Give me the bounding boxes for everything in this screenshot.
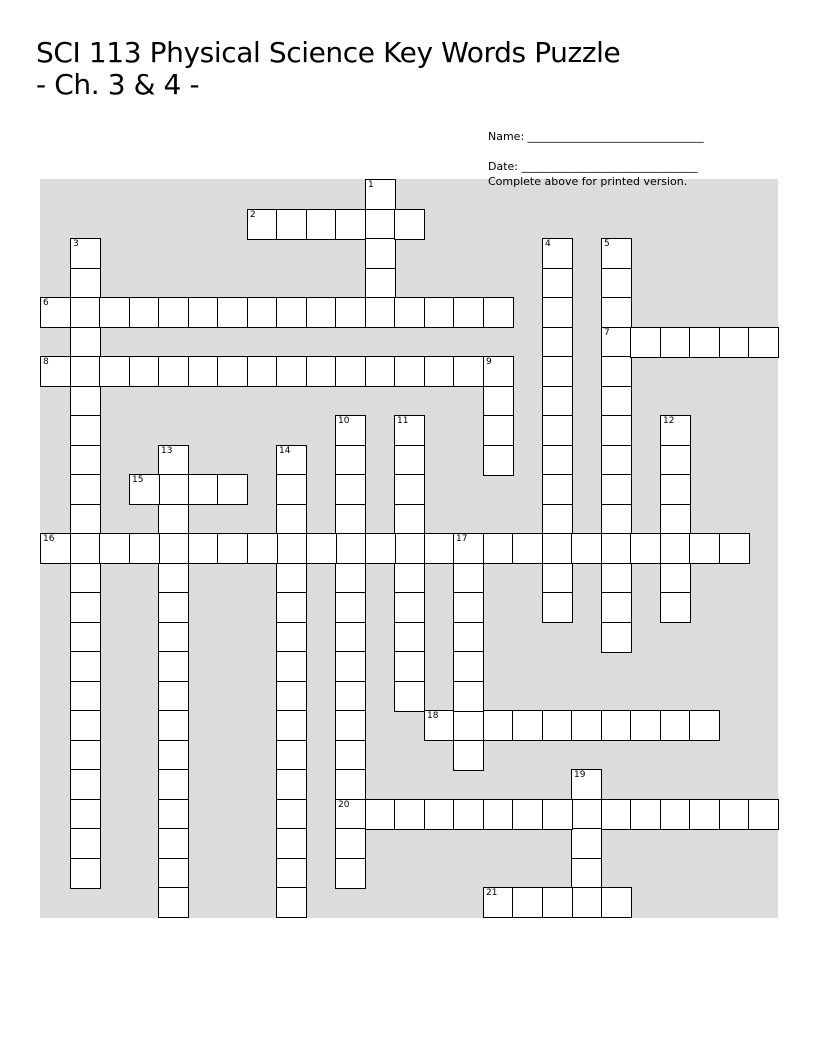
crossword-cell[interactable] [453,533,484,564]
puzzle-title-line-2: - Ch. 3 & 4 - [36,68,200,101]
crossword-cell[interactable] [394,297,425,328]
clue-number: 14 [279,446,291,456]
crossword-cell[interactable] [247,356,278,387]
crossword-cell[interactable] [512,710,543,741]
crossword-cell[interactable] [158,651,189,682]
crossword-cell[interactable] [601,887,632,918]
crossword-cell[interactable] [601,533,632,564]
crossword-cell[interactable] [129,297,160,328]
crossword-cell[interactable] [276,858,307,889]
crossword-cell[interactable] [453,710,484,741]
crossword-cell[interactable] [188,533,219,564]
clue-number: 8 [43,357,49,367]
crossword-cell[interactable] [306,209,337,240]
crossword-cell[interactable] [335,474,366,505]
crossword-cell[interactable] [276,828,307,859]
crossword-cell[interactable] [129,474,160,505]
crossword-cell[interactable] [276,445,307,476]
name-field[interactable]: Name: ________________________________ [488,130,704,143]
crossword-cell[interactable] [542,799,573,830]
crossword-cell[interactable] [719,799,750,830]
crossword-cell[interactable] [276,799,307,830]
crossword-cell[interactable] [542,445,573,476]
crossword-cell[interactable] [424,799,455,830]
crossword-cell[interactable] [601,474,632,505]
crossword-cell[interactable] [70,297,101,328]
crossword-cell[interactable] [217,474,248,505]
crossword-cell[interactable] [601,563,632,594]
crossword-cell[interactable] [70,356,101,387]
crossword-cell[interactable] [542,563,573,594]
date-field[interactable]: Date: ________________________________ [488,160,698,173]
crossword-cell[interactable] [70,386,101,417]
crossword-cell[interactable] [512,887,543,918]
crossword-cell[interactable] [70,828,101,859]
crossword-cell[interactable] [99,356,130,387]
clue-number: 1 [368,180,374,190]
crossword-cell[interactable] [601,710,632,741]
clue-number: 18 [427,711,439,721]
crossword-cell[interactable] [276,209,307,240]
crossword-cell[interactable] [483,710,514,741]
crossword-cell[interactable] [70,769,101,800]
crossword-cell[interactable] [70,740,101,771]
crossword-cell[interactable] [571,769,602,800]
crossword-cell[interactable] [335,415,366,446]
crossword-cell[interactable] [601,327,632,358]
crossword-cell[interactable] [335,769,366,800]
crossword-cell[interactable] [247,533,278,564]
crossword-cell[interactable] [453,622,484,653]
crossword-cell[interactable] [70,504,101,535]
crossword-cell[interactable] [719,533,750,564]
crossword-cell[interactable] [660,327,691,358]
clue-number: 13 [161,446,173,456]
crossword-cell[interactable] [394,356,425,387]
crossword-cell[interactable] [660,799,691,830]
crossword-cell[interactable] [158,474,189,505]
crossword-cell[interactable] [748,799,779,830]
crossword-cell[interactable] [483,386,514,417]
crossword-cell[interactable] [660,563,691,594]
crossword-cell[interactable] [453,799,484,830]
crossword-cell[interactable] [70,563,101,594]
crossword-cell[interactable] [276,563,307,594]
crossword-cell[interactable] [70,238,101,269]
crossword-cell[interactable] [394,533,425,564]
crossword-cell[interactable] [40,297,71,328]
crossword-cell[interactable] [276,681,307,712]
crossword-cell[interactable] [306,297,337,328]
crossword-cell[interactable] [424,533,455,564]
crossword-cell[interactable] [542,356,573,387]
crossword-cell[interactable] [689,533,720,564]
clue-number: 3 [73,239,79,249]
crossword-cell[interactable] [158,445,189,476]
crossword-cell[interactable] [689,799,720,830]
crossword-cell[interactable] [335,858,366,889]
crossword-cell[interactable] [70,474,101,505]
crossword-cell[interactable] [660,710,691,741]
crossword-cell[interactable] [70,622,101,653]
crossword-cell[interactable] [335,681,366,712]
crossword-cell[interactable] [601,504,632,535]
crossword-cell[interactable] [542,710,573,741]
crossword-cell[interactable] [394,415,425,446]
clue-number: 7 [604,328,610,338]
crossword-cell[interactable] [394,474,425,505]
crossword-cell[interactable] [70,710,101,741]
crossword-cell[interactable] [335,651,366,682]
crossword-cell[interactable] [158,563,189,594]
crossword-cell[interactable] [158,297,189,328]
crossword-cell[interactable] [601,415,632,446]
crossword-cell[interactable] [276,504,307,535]
crossword-cell[interactable] [70,858,101,889]
crossword-cell[interactable] [276,651,307,682]
crossword-cell[interactable] [630,533,661,564]
crossword-cell[interactable] [660,474,691,505]
student-info-block [488,129,778,189]
crossword-cell[interactable] [571,799,602,830]
crossword-cell[interactable] [542,533,573,564]
crossword-cell[interactable] [601,297,632,328]
crossword-cell[interactable] [394,563,425,594]
crossword-cell[interactable] [601,268,632,299]
crossword-cell[interactable] [365,179,396,210]
crossword-cell[interactable] [335,563,366,594]
crossword-cell[interactable] [571,858,602,889]
crossword-cell[interactable] [394,681,425,712]
crossword-cell[interactable] [512,533,543,564]
clue-number: 16 [43,534,55,544]
crossword-cell[interactable] [335,592,366,623]
crossword-cell[interactable] [601,799,632,830]
crossword-cell[interactable] [188,297,219,328]
crossword-cell[interactable] [70,592,101,623]
crossword-cell[interactable] [217,533,248,564]
crossword-cell[interactable] [158,592,189,623]
crossword-cell[interactable] [276,533,307,564]
crossword-cell[interactable] [542,297,573,328]
crossword-cell[interactable] [188,474,219,505]
crossword-cell[interactable] [542,386,573,417]
crossword-cell[interactable] [571,710,602,741]
crossword-cell[interactable] [542,592,573,623]
crossword-cell[interactable] [601,356,632,387]
crossword-cell[interactable] [453,740,484,771]
crossword-cell[interactable] [453,681,484,712]
crossword-cell[interactable] [70,445,101,476]
crossword-cell[interactable] [483,356,514,387]
crossword-cell[interactable] [394,799,425,830]
crossword-cell[interactable] [158,828,189,859]
clue-number: 2 [250,210,256,220]
crossword-cell[interactable] [70,268,101,299]
crossword-cell[interactable] [158,887,189,918]
crossword-cell[interactable] [70,799,101,830]
crossword-cell[interactable] [335,533,366,564]
crossword-cell[interactable] [365,799,396,830]
crossword-cell[interactable] [335,710,366,741]
crossword-cell[interactable] [276,356,307,387]
crossword-cell[interactable] [542,887,573,918]
crossword-cell[interactable] [70,681,101,712]
crossword-cell[interactable] [306,356,337,387]
crossword-cell[interactable] [276,592,307,623]
crossword-cell[interactable] [365,356,396,387]
crossword-cell[interactable] [424,297,455,328]
crossword-cell[interactable] [453,297,484,328]
crossword-cell[interactable] [70,651,101,682]
crossword-cell[interactable] [601,622,632,653]
crossword-cell[interactable] [483,445,514,476]
crossword-cell[interactable] [276,769,307,800]
crossword-cell[interactable] [335,740,366,771]
crossword-cell[interactable] [335,799,366,830]
crossword-cell[interactable] [365,238,396,269]
crossword-cell[interactable] [247,209,278,240]
crossword-cell[interactable] [365,297,396,328]
crossword-cell[interactable] [158,504,189,535]
crossword-cell[interactable] [571,828,602,859]
clue-number: 19 [574,770,586,780]
crossword-cell[interactable] [394,445,425,476]
crossword-cell[interactable] [335,297,366,328]
crossword-cell[interactable] [276,622,307,653]
crossword-cell[interactable] [40,533,71,564]
crossword-cell[interactable] [365,209,396,240]
crossword-cell[interactable] [542,474,573,505]
crossword-cell[interactable] [748,327,779,358]
crossword-cell[interactable] [601,445,632,476]
crossword-cell[interactable] [719,327,750,358]
crossword-cell[interactable] [158,622,189,653]
clue-number: 17 [456,534,468,544]
puzzle-title [36,37,736,101]
crossword-cell[interactable] [158,356,189,387]
crossword-cell[interactable] [571,533,602,564]
crossword-cell[interactable] [335,445,366,476]
crossword-cell[interactable] [365,268,396,299]
crossword-cell[interactable] [188,356,219,387]
crossword-cell[interactable] [335,209,366,240]
crossword-cell[interactable] [335,504,366,535]
crossword-cell[interactable] [335,622,366,653]
clue-number: 9 [486,357,492,367]
crossword-cell[interactable] [158,799,189,830]
crossword-cell[interactable] [70,415,101,446]
crossword-cell[interactable] [512,799,543,830]
crossword-cell[interactable] [158,740,189,771]
crossword-cell[interactable] [542,238,573,269]
crossword-cell[interactable] [70,533,101,564]
crossword-cell[interactable] [158,533,189,564]
crossword-cell[interactable] [394,504,425,535]
crossword-cell[interactable] [158,681,189,712]
crossword-cell[interactable] [630,327,661,358]
crossword-cell[interactable] [99,533,130,564]
crossword-cell[interactable] [601,592,632,623]
crossword-cell[interactable] [483,297,514,328]
clue-number: 4 [545,239,551,249]
crossword-cell[interactable] [394,209,425,240]
crossword-cell[interactable] [158,710,189,741]
clue-number: 11 [397,416,409,426]
crossword-cell[interactable] [70,327,101,358]
clue-number: 10 [338,416,350,426]
crossword-cell[interactable] [689,327,720,358]
crossword-cell[interactable] [365,533,396,564]
crossword-cell[interactable] [424,710,455,741]
crossword-cell[interactable] [542,327,573,358]
crossword-cell[interactable] [483,415,514,446]
crossword-cell[interactable] [247,297,278,328]
crossword-cell[interactable] [158,858,189,889]
crossword-cell[interactable] [158,769,189,800]
crossword-cell[interactable] [129,533,160,564]
crossword-cell[interactable] [630,799,661,830]
crossword-cell[interactable] [601,386,632,417]
crossword-grid [40,179,778,918]
crossword-cell[interactable] [424,356,455,387]
clue-number: 15 [132,475,144,485]
crossword-cell[interactable] [453,356,484,387]
crossword-cell[interactable] [335,356,366,387]
crossword-cell[interactable] [571,887,602,918]
crossword-cell[interactable] [276,710,307,741]
puzzle-title-line-1: SCI 113 Physical Science Key Words Puzzle [36,36,621,69]
crossword-cell[interactable] [483,799,514,830]
crossword-cell[interactable] [276,887,307,918]
crossword-cell[interactable] [660,533,691,564]
crossword-cell[interactable] [453,563,484,594]
crossword-background [40,179,778,918]
clue-number: 6 [43,298,49,308]
crossword-cell[interactable] [630,710,661,741]
crossword-cell[interactable] [542,268,573,299]
crossword-cell[interactable] [394,651,425,682]
crossword-cell[interactable] [394,592,425,623]
crossword-cell[interactable] [99,297,130,328]
crossword-cell[interactable] [601,238,632,269]
crossword-cell[interactable] [660,592,691,623]
crossword-cell[interactable] [276,474,307,505]
crossword-cell[interactable] [306,533,337,564]
crossword-cell[interactable] [335,828,366,859]
crossword-cell[interactable] [483,887,514,918]
crossword-cell[interactable] [542,415,573,446]
crossword-cell[interactable] [542,504,573,535]
clue-number: 20 [338,800,350,810]
clue-number: 21 [486,888,498,898]
crossword-cell[interactable] [660,504,691,535]
crossword-cell[interactable] [40,356,71,387]
crossword-cell[interactable] [689,710,720,741]
crossword-cell[interactable] [453,592,484,623]
clue-number: 5 [604,239,610,249]
crossword-cell[interactable] [217,297,248,328]
instruction-note: Complete above for printed version. [488,175,688,188]
crossword-cell[interactable] [660,445,691,476]
crossword-cell[interactable] [394,622,425,653]
crossword-cell[interactable] [453,651,484,682]
crossword-cell[interactable] [660,415,691,446]
crossword-cell[interactable] [217,356,248,387]
clue-number: 12 [663,416,675,426]
crossword-cell[interactable] [276,297,307,328]
crossword-cell[interactable] [276,740,307,771]
crossword-cell[interactable] [129,356,160,387]
crossword-cell[interactable] [483,533,514,564]
